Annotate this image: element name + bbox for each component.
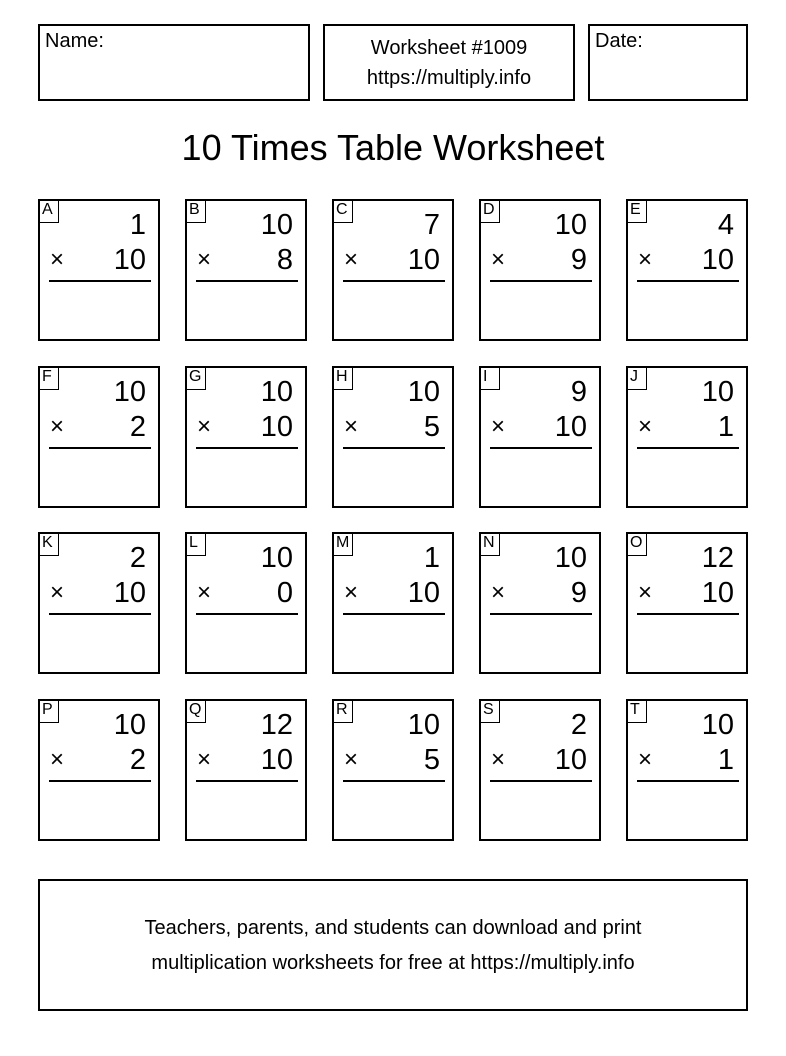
problem-card[interactable]: [38, 532, 160, 674]
multiplier: 2: [129, 411, 146, 443]
multiplier: 10: [701, 244, 734, 276]
problem-letter: L: [186, 533, 206, 556]
multiply-sign-icon: ×: [197, 579, 212, 606]
problem-card[interactable]: [185, 366, 307, 508]
problem-card[interactable]: [38, 366, 160, 508]
multiplicand: 2: [570, 709, 587, 741]
multiplicand: 10: [407, 709, 440, 741]
answer-line: [637, 447, 739, 449]
multiplier: 8: [276, 244, 293, 276]
multiplicand: 1: [423, 542, 440, 574]
answer-line: [343, 280, 445, 282]
multiplicand: 10: [701, 376, 734, 408]
multiply-sign-icon: ×: [344, 746, 359, 773]
answer-line: [490, 280, 592, 282]
problem-card[interactable]: [185, 199, 307, 341]
problem-card[interactable]: [38, 199, 160, 341]
worksheet-info-box: [323, 24, 575, 101]
answer-line: [196, 613, 298, 615]
problem-letter: R: [333, 700, 353, 723]
multiplier: 10: [554, 411, 587, 443]
problem-card[interactable]: [185, 532, 307, 674]
problem-letter: M: [333, 533, 353, 556]
multiplier: 10: [260, 744, 293, 776]
multiplicand: 9: [570, 376, 587, 408]
multiplier: 0: [276, 577, 293, 609]
problem-letter: J: [627, 367, 647, 390]
multiplicand: 10: [113, 376, 146, 408]
answer-line: [490, 780, 592, 782]
problem-letter: B: [186, 200, 206, 223]
multiplicand: 10: [554, 209, 587, 241]
multiply-sign-icon: ×: [197, 413, 212, 440]
problem-card[interactable]: [479, 366, 601, 508]
multiplicand: 10: [701, 709, 734, 741]
problem-letter: H: [333, 367, 353, 390]
multiplier: 1: [717, 411, 734, 443]
answer-line: [196, 447, 298, 449]
multiplier: 5: [423, 744, 440, 776]
multiplier: 2: [129, 744, 146, 776]
multiply-sign-icon: ×: [197, 246, 212, 273]
problem-letter: S: [480, 700, 500, 723]
multiply-sign-icon: ×: [638, 579, 653, 606]
multiplier: 10: [113, 244, 146, 276]
multiplier: 10: [701, 577, 734, 609]
footer-line-1: Teachers, parents, and students can download and print: [144, 917, 642, 939]
problem-card[interactable]: [185, 699, 307, 841]
answer-line: [637, 613, 739, 615]
problem-card[interactable]: [332, 699, 454, 841]
problem-letter: O: [627, 533, 647, 556]
problem-card[interactable]: [332, 366, 454, 508]
problem-card[interactable]: [479, 699, 601, 841]
date-label: Date:: [595, 30, 643, 52]
page-title: 10 Times Table Worksheet: [181, 127, 605, 168]
answer-line: [49, 613, 151, 615]
answer-line: [490, 613, 592, 615]
answer-line: [49, 280, 151, 282]
multiplicand: 12: [701, 542, 734, 574]
multiplicand: 10: [113, 709, 146, 741]
problem-letter: Q: [186, 700, 206, 723]
multiply-sign-icon: ×: [344, 579, 359, 606]
problem-card[interactable]: [479, 199, 601, 341]
multiply-sign-icon: ×: [197, 746, 212, 773]
problem-card[interactable]: [479, 532, 601, 674]
multiplicand: 12: [260, 709, 293, 741]
multiply-sign-icon: ×: [344, 246, 359, 273]
problem-card[interactable]: [626, 532, 748, 674]
worksheet-url: https://multiply.info: [366, 67, 532, 89]
multiplicand: 7: [423, 209, 440, 241]
multiply-sign-icon: ×: [638, 746, 653, 773]
answer-line: [343, 447, 445, 449]
multiplier: 10: [554, 744, 587, 776]
multiplier: 10: [407, 244, 440, 276]
multiplier: 1: [717, 744, 734, 776]
name-label: Name:: [45, 30, 104, 52]
multiplicand: 2: [129, 542, 146, 574]
multiplier: 10: [407, 577, 440, 609]
answer-line: [196, 780, 298, 782]
multiplier: 9: [570, 244, 587, 276]
answer-line: [637, 280, 739, 282]
problem-letter: F: [39, 367, 59, 390]
multiplicand: 10: [260, 376, 293, 408]
problem-letter: G: [186, 367, 206, 390]
multiplicand: 1: [129, 209, 146, 241]
multiply-sign-icon: ×: [491, 246, 506, 273]
problem-letter: T: [627, 700, 647, 723]
multiply-sign-icon: ×: [344, 413, 359, 440]
multiplicand: 4: [717, 209, 734, 241]
multiplicand: 10: [260, 542, 293, 574]
multiplier: 9: [570, 577, 587, 609]
name-field-box[interactable]: [38, 24, 310, 101]
answer-line: [490, 447, 592, 449]
date-field-box[interactable]: [588, 24, 748, 101]
multiplier: 10: [260, 411, 293, 443]
problem-letter: D: [480, 200, 500, 223]
problem-letter: E: [627, 200, 647, 223]
multiply-sign-icon: ×: [638, 246, 653, 273]
problem-card[interactable]: [332, 532, 454, 674]
multiply-sign-icon: ×: [50, 746, 65, 773]
multiply-sign-icon: ×: [638, 413, 653, 440]
problem-card[interactable]: [626, 699, 748, 841]
problem-card[interactable]: [38, 699, 160, 841]
answer-line: [343, 780, 445, 782]
answer-line: [196, 280, 298, 282]
multiply-sign-icon: ×: [50, 246, 65, 273]
answer-line: [49, 780, 151, 782]
problem-letter: P: [39, 700, 59, 723]
problem-card[interactable]: [626, 366, 748, 508]
problem-card[interactable]: [626, 199, 748, 341]
footer-box: [38, 879, 748, 1011]
multiplier: 5: [423, 411, 440, 443]
problem-letter: I: [480, 367, 500, 390]
multiplicand: 10: [407, 376, 440, 408]
answer-line: [637, 780, 739, 782]
answer-line: [49, 447, 151, 449]
problem-letter: C: [333, 200, 353, 223]
multiplicand: 10: [554, 542, 587, 574]
multiply-sign-icon: ×: [491, 413, 506, 440]
problem-letter: N: [480, 533, 500, 556]
answer-line: [343, 613, 445, 615]
multiply-sign-icon: ×: [50, 579, 65, 606]
footer-line-2: multiplication worksheets for free at https://multiply.info: [151, 952, 635, 974]
multiply-sign-icon: ×: [491, 579, 506, 606]
problem-letter: K: [39, 533, 59, 556]
problem-letter: A: [39, 200, 59, 223]
multiplicand: 10: [260, 209, 293, 241]
problem-card[interactable]: [332, 199, 454, 341]
multiplier: 10: [113, 577, 146, 609]
multiply-sign-icon: ×: [50, 413, 65, 440]
multiply-sign-icon: ×: [491, 746, 506, 773]
worksheet-number: Worksheet #1009: [370, 37, 528, 59]
